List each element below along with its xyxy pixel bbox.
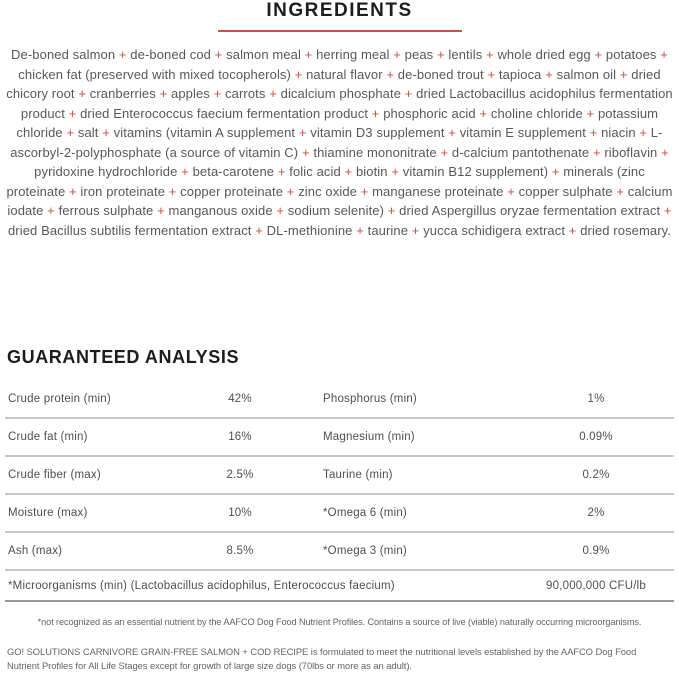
analysis-nutrient-value: 8.5% bbox=[226, 545, 254, 557]
plus-separator: + bbox=[165, 183, 181, 199]
guaranteed-analysis-title: GUARANTEED ANALYSIS bbox=[7, 347, 240, 367]
plus-separator: + bbox=[387, 164, 403, 179]
plus-separator: + bbox=[616, 66, 632, 82]
plus-separator: + bbox=[251, 222, 267, 238]
plus-separator: + bbox=[74, 86, 90, 101]
aafco-footnote: *not recognized as an essential nutrient by the AAFCO Dog Food Nutrient Profiles. Contains a source of live (viable) naturally occurring microorganisms. bbox=[37, 617, 642, 627]
plus-separator: + bbox=[612, 183, 628, 199]
plus-separator: + bbox=[382, 66, 398, 82]
plus-separator: + bbox=[62, 125, 78, 140]
analysis-nutrient-label: Moisture (max) bbox=[8, 507, 88, 519]
analysis-row bbox=[5, 381, 674, 419]
plus-separator: + bbox=[352, 222, 368, 238]
analysis-nutrient-value: 2.5% bbox=[226, 469, 254, 481]
plus-separator: + bbox=[384, 203, 400, 218]
analysis-nutrient-value: 10% bbox=[228, 507, 252, 519]
plus-separator: + bbox=[153, 203, 169, 218]
analysis-nutrient-value: 0.2% bbox=[582, 469, 610, 481]
analysis-nutrient-value: 0.9% bbox=[582, 545, 610, 557]
plus-separator: + bbox=[368, 105, 384, 121]
analysis-nutrient-value: 1% bbox=[587, 393, 605, 405]
analysis-nutrient-label: *Omega 6 (min) bbox=[323, 507, 407, 519]
plus-separator: + bbox=[589, 144, 605, 160]
plus-separator: + bbox=[657, 144, 669, 160]
analysis-nutrient-label: Ash (max) bbox=[8, 545, 63, 557]
microorganisms-row bbox=[5, 571, 674, 602]
plus-separator: + bbox=[433, 47, 449, 62]
analysis-nutrient-value: 2% bbox=[587, 507, 605, 519]
analysis-row bbox=[5, 419, 674, 457]
plus-separator: + bbox=[436, 144, 452, 160]
plus-separator: + bbox=[389, 47, 405, 62]
title-underline-decoration bbox=[218, 30, 462, 32]
plus-separator: + bbox=[585, 125, 602, 140]
plus-separator: + bbox=[541, 66, 557, 82]
analysis-row bbox=[5, 495, 674, 533]
plus-separator: + bbox=[590, 47, 606, 62]
plus-separator: + bbox=[483, 66, 499, 82]
ingredients-list-text: De-boned salmon + de-boned cod + salmon meal + herring meal + peas + lentils + whole dried egg + potatoes + chicken fat (preserved with mixed tocopherols) + natural flavor + de-boned trout + tapioca + salmon oil + dried chicory root + cranberries + apples + carrots + dicalcium phosphate + dried Lactobacillus acidophilus fermentation product + dried Enterococcus faecium fermentation product + phosphoric acid + choline chloride + potassium chloride + salt + vitamins (vitamin A supplement + vitamin D3 supplement + vitamin E supplement + niacin + L-ascorbyl-2-polyphosphate (a source of vitamin C) + thiamine mononitrate + d-calcium pantothenate + riboflavin + pyridoxine hydrochloride + beta-carotene + folic acid + biotin + vitamin B12 supplement) + minerals (zinc proteinate + iron proteinate + copper proteinate + zinc oxide + manganese proteinate + copper sulphate + calcium iodate + ferrous sulphate + manganous oxide + sodium selenite) + dried Aspergillus oryzae fermentation extract + dried Bacillus subtilis fermentation extract + DL-methionine + taurine + yucca schidigera extract + dried rosemary. bbox=[6, 47, 673, 238]
analysis-nutrient-label: Crude fat (min) bbox=[8, 431, 88, 443]
plus-separator: + bbox=[656, 47, 668, 62]
microorganisms-value: 90,000,000 CFU/lb bbox=[546, 579, 646, 592]
analysis-nutrient-label: Crude protein (min) bbox=[8, 393, 111, 405]
plus-separator: + bbox=[357, 183, 373, 199]
plus-separator: + bbox=[582, 105, 598, 121]
plus-separator: + bbox=[548, 164, 564, 179]
plus-separator: + bbox=[635, 125, 651, 140]
plus-separator: + bbox=[43, 203, 59, 218]
plus-separator: + bbox=[300, 47, 317, 62]
analysis-nutrient-label: Magnesium (min) bbox=[323, 431, 415, 443]
plus-separator: + bbox=[98, 125, 114, 140]
plus-separator: + bbox=[274, 164, 290, 179]
formulation-statement: GO! SOLUTIONS CARNIVORE GRAIN-FREE SALMON + COD RECIPE is formulated to meet the nutritional levels established by the AAFCO Dog Food Nutrient Profiles for All Life Stages except for growth of large size dogs (70lbs or more as an adult). bbox=[7, 646, 637, 671]
plus-separator: + bbox=[265, 86, 281, 101]
plus-separator: + bbox=[340, 164, 356, 179]
analysis-nutrient-label: Crude fiber (max) bbox=[8, 469, 101, 481]
ingredients-title: INGREDIENTS bbox=[266, 0, 413, 21]
plus-separator: + bbox=[65, 183, 81, 199]
guaranteed-analysis-table bbox=[5, 381, 674, 602]
plus-separator: + bbox=[115, 47, 131, 62]
plus-separator: + bbox=[660, 203, 672, 218]
plus-separator: + bbox=[290, 66, 307, 82]
plus-separator: + bbox=[565, 222, 581, 238]
microorganisms-label: *Microorganisms (min) (Lactobacillus acidophilus, Enterococcus faecium) bbox=[8, 579, 395, 592]
plus-separator: + bbox=[209, 86, 226, 101]
analysis-nutrient-label: *Omega 3 (min) bbox=[323, 545, 407, 557]
plus-separator: + bbox=[482, 47, 498, 62]
plus-separator: + bbox=[272, 203, 288, 218]
plus-separator: + bbox=[298, 144, 314, 160]
plus-separator: + bbox=[177, 164, 193, 179]
plus-separator: + bbox=[211, 47, 227, 62]
plus-separator: + bbox=[503, 183, 519, 199]
plus-separator: + bbox=[475, 105, 491, 121]
plus-separator: + bbox=[408, 222, 424, 238]
analysis-nutrient-value: 16% bbox=[228, 431, 252, 443]
plus-separator: + bbox=[295, 125, 311, 140]
plus-separator: + bbox=[444, 125, 460, 140]
analysis-nutrient-label: Phosphorus (min) bbox=[323, 393, 417, 405]
plus-separator: + bbox=[64, 105, 81, 121]
analysis-row bbox=[5, 457, 674, 495]
plus-separator: + bbox=[155, 86, 171, 101]
plus-separator: + bbox=[283, 183, 299, 199]
plus-separator: + bbox=[401, 86, 417, 101]
analysis-row bbox=[5, 533, 674, 571]
analysis-nutrient-value: 0.09% bbox=[579, 431, 613, 443]
analysis-nutrient-value: 42% bbox=[228, 393, 252, 405]
analysis-nutrient-label: Taurine (min) bbox=[323, 469, 393, 481]
